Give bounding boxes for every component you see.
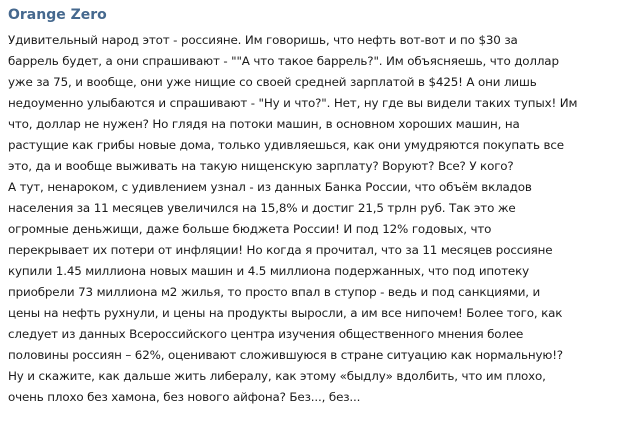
post-text-line: Ну и скажите, как дальше жить либералу, как этому «быдлу» вдолбить, что им плохо, xyxy=(8,369,546,383)
post-text-line: половины россиян – 62%, оценивают сложившуюся в стране ситуацию как нормальную!? xyxy=(8,348,563,362)
post-author-link[interactable]: Orange Zero xyxy=(8,7,107,23)
post-text-line: купили 1.45 миллиона новых машин и 4.5 миллиона подержанных, что под ипотеку xyxy=(8,264,530,278)
post xyxy=(8,6,614,408)
post-text-line: приобрели 73 миллиона м2 жилья, то просто впал в ступор - ведь и под санкциями, и xyxy=(8,285,541,299)
post-text-line: следует из данных Всероссийского центра изучения общественного мнения более xyxy=(8,327,524,341)
post-text-line: перекрывает их потери от инфляции! Но когда я прочитал, что за 11 месяцев россияне xyxy=(8,243,553,257)
post-text-line: что, доллар не нужен? Но глядя на потоки машин, в основном хороших машин, на xyxy=(8,117,520,131)
post-text-line: недоуменно улыбаются и спрашивают - "Ну и что?". Нет, ну где вы видели таких тупых! Им xyxy=(8,96,578,110)
post-text-line: населения за 11 месяцев увеличился на 15,8% и достиг 21,5 трлн руб. Так это же xyxy=(8,201,516,215)
post-text-line: растущие как грибы новые дома, только удивляешься, как они умудряются покупать все xyxy=(8,138,564,152)
post-text-line: уже за 75, и вообще, они уже нищие со своей средней зарплатой в $425! А они лишь xyxy=(8,75,537,89)
post-text-line: это, да и вообще выживать на такую нищенскую зарплату? Воруют? Все? У кого? xyxy=(8,159,514,173)
post-text-line: Удивительный народ этот - россияне. Им говоришь, что нефть вот-вот и по $30 за xyxy=(8,33,518,47)
post-text-line: баррель будет, а они спрашивают - ""А что такое баррель?". Им объясняешь, что доллар xyxy=(8,54,559,68)
post-text-line: цены на нефть рухнули, и цены на продукты выросли, а им все нипочем! Более того, как xyxy=(8,306,563,320)
post-text-line: огромные деньжищи, даже больше бюджета России! И под 12% годовых, что xyxy=(8,222,492,236)
post-body xyxy=(8,30,614,408)
post-text-line: очень плохо без хамона, без нового айфона? Без..., без... xyxy=(8,390,361,404)
post-text-line: А тут, ненароком, с удивлением узнал - из данных Банка России, что объём вкладов xyxy=(8,180,532,194)
